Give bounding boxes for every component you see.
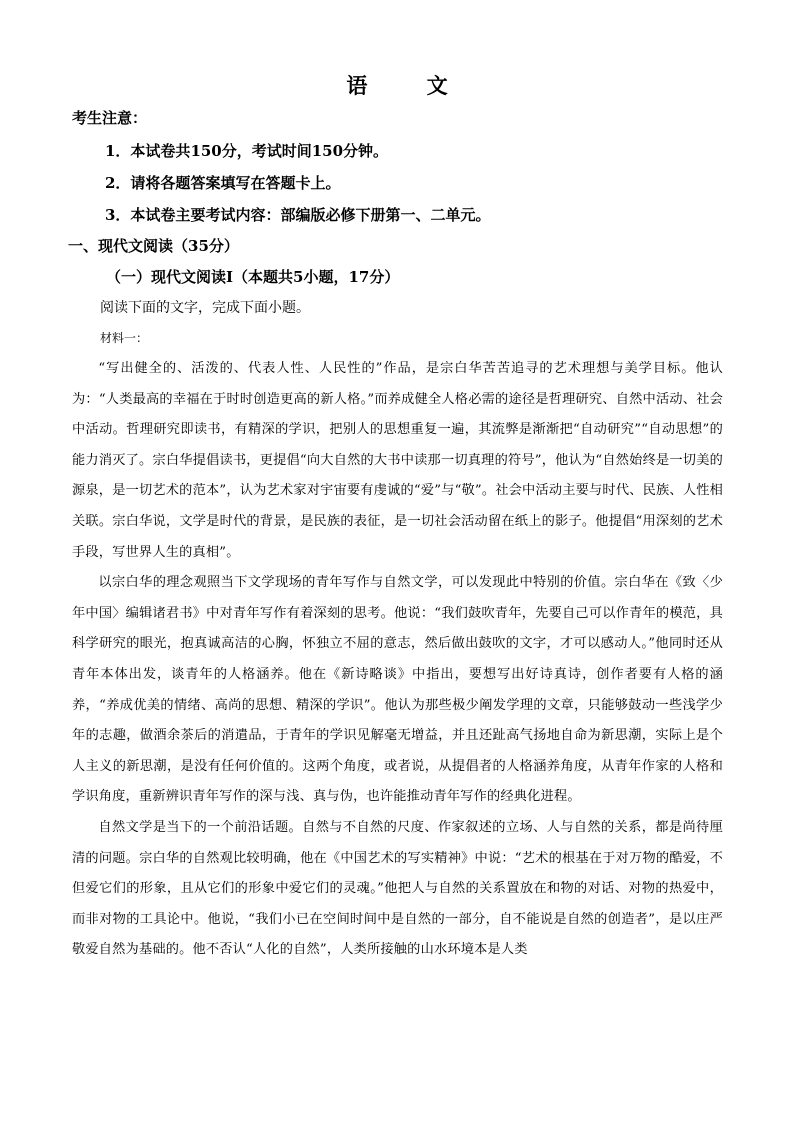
passage-body	[72, 354, 723, 966]
passage-paragraph: 自然文学是当下的一个前沿话题。自然与不自然的尺度、作家叙述的立场、人与自然的关系，都是尚待厘清的问题。宗白华的自然观比较明确，他在《中国艺术的写实精神》中说：“艺术的根基在于对万物的酷爱，不但爱它们的形象，且从它们的形象中爱它们的灵魂。”他把人与自然的关系置放在和物的对话、对物的热爱中，而非对物的工具论中。他说，“我们小已在空间时间中是自然的一部分，自不能说是自然的创造者”，是以庄严敬爱自然为基础的。他不否认“人化的自然”，人类所接触的山水环境本是人类	[72, 819, 723, 958]
material-label: 材料一：	[100, 331, 149, 345]
subsection-heading: （一）现代文阅读Ⅰ（本题共5小题，17分）	[106, 268, 400, 286]
passage-paragraph: 以宗白华的理念观照当下文学现场的青年写作与自然文学，可以发现此中特别的价值。宗白华在《致〈少年中国〉编辑诸君书》中对青年写作有着深刻的思考。他说：“我们鼓吹青年，先要自己可以作青年的模范，具科学研究的眼光，抱真诚高洁的心胸，怀独立不屈的意志，然后做出鼓吹的文字，才可以感动人。”他同时还从青年本体出发，谈青年的人格涵养。他在《新诗略谈》中指出，要想写出好诗真诗，创作者要有人格的涵养，“养成优美的情绪、高尚的思想、精深的学识”。他认为那些极少阐发学理的文章，只能够鼓动一些浅学少年的志趣，做酒余茶后的消遣品，于青年的学识见解毫无增益，并且还趾高气扬地自命为新思潮，实际上是个人主义的新思潮，是没有任何价值的。这两个角度，或者说，从提倡者的人格涵养角度，从青年作家的人格和学识角度，重新辨识青年写作的深与浅、真与伪，也许能推动青年写作的经典化进程。	[72, 575, 723, 805]
note-item: 2．请将各题答案填写在答题卡上。	[105, 174, 341, 192]
notes-heading: 考生注意：	[72, 109, 148, 127]
section-heading: 一、现代文阅读（35分）	[68, 237, 239, 255]
page-title: 语 文	[346, 73, 474, 98]
reading-instruction: 阅读下面的文字，完成下面小题。	[100, 300, 310, 316]
note-item: 1．本试卷共150分，考试时间150分钟。	[105, 142, 389, 160]
note-item: 3．本试卷主要考试内容：部编版必修下册第一、二单元。	[105, 206, 491, 224]
passage-paragraph: “写出健全的、活泼的、代表人性、人民性的”作品，是宗白华苦苦追寻的艺术理想与美学目标。他认为：“人类最高的幸福在于时时创造更高的新人格。”而养成健全人格必需的途径是哲理研究、自然中活动、社会中活动。哲理研究即读书，有精深的学识，把别人的思想重复一遍，其流弊是渐渐把“自动研究”“自动思想”的能力消灭了。宗白华提倡读书，更提倡“向大自然的大书中读那一切真理的符号”，他认为“自然始终是一切美的源泉，是一切艺术的范本”，认为艺术家对宇宙要有虔诚的“爱”与“敬”。社会中活动主要与时代、民族、人性相关联。宗白华说，文学是时代的背景，是民族的表征，是一切社会活动留在纸上的影子。他提倡“用深刻的艺术手段，写世界人生的真相”。	[72, 361, 723, 560]
